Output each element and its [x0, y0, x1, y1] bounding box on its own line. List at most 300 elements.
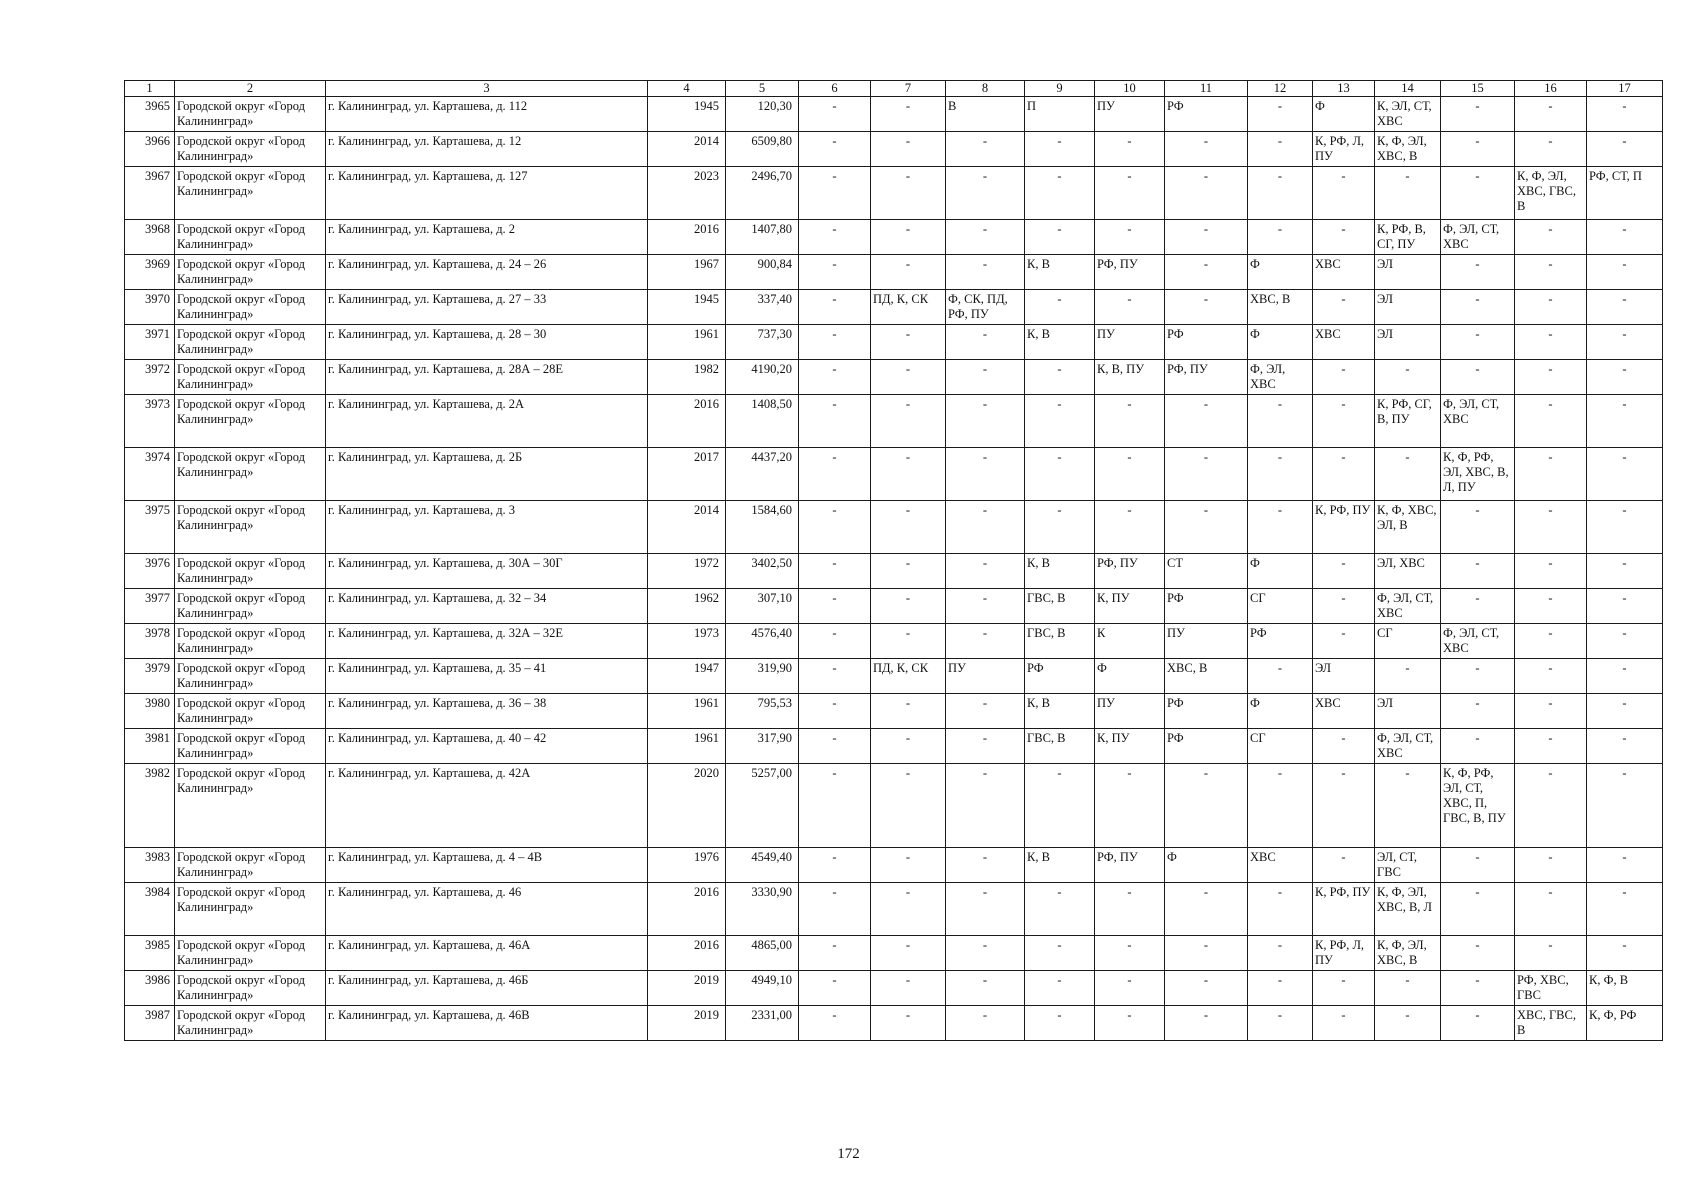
col-8-cell: -	[946, 220, 1025, 255]
col-16-cell: -	[1515, 848, 1587, 883]
table-row	[125, 132, 1663, 167]
col-15-cell: -	[1441, 132, 1515, 167]
address-cell: г. Калининград, ул. Карташева, д. 28А – 28Е	[326, 360, 648, 395]
col-15-cell: -	[1441, 694, 1515, 729]
col-9-cell: -	[1025, 936, 1095, 971]
col-11-cell: -	[1165, 220, 1248, 255]
col-12-cell: Ф, ЭЛ, ХВС	[1248, 360, 1313, 395]
row-number-cell: 3973	[125, 395, 175, 448]
col-13-cell: К, РФ, Л, ПУ	[1313, 936, 1375, 971]
col-14-cell: -	[1375, 448, 1441, 501]
address-cell: г. Калининград, ул. Карташева, д. 40 – 42	[326, 729, 648, 764]
year-cell: 1947	[648, 659, 726, 694]
area-cell: 307,10	[726, 589, 799, 624]
col-14-cell: -	[1375, 971, 1441, 1006]
area-cell: 1407,80	[726, 220, 799, 255]
col-6-cell: -	[799, 360, 871, 395]
table-row	[125, 848, 1663, 883]
col-11-cell: -	[1165, 883, 1248, 936]
col-11-cell: РФ	[1165, 589, 1248, 624]
col-7-cell: -	[871, 554, 946, 589]
year-cell: 1972	[648, 554, 726, 589]
col-15-cell: -	[1441, 501, 1515, 554]
col-13-cell: ХВС	[1313, 255, 1375, 290]
col-6-cell: -	[799, 694, 871, 729]
col-16-cell: -	[1515, 624, 1587, 659]
row-number-cell: 3971	[125, 325, 175, 360]
col-14-cell: Ф, ЭЛ, СТ, ХВС	[1375, 589, 1441, 624]
col-15-cell: -	[1441, 255, 1515, 290]
col-9-cell: -	[1025, 764, 1095, 848]
address-cell: г. Калининград, ул. Карташева, д. 30А – 30Г	[326, 554, 648, 589]
col-10-cell: -	[1095, 501, 1165, 554]
col-17-cell: -	[1587, 132, 1663, 167]
area-cell: 3330,90	[726, 883, 799, 936]
column-header: 5	[726, 81, 799, 97]
col-8-cell: -	[946, 694, 1025, 729]
year-cell: 2023	[648, 167, 726, 220]
col-16-cell: -	[1515, 589, 1587, 624]
col-7-cell: -	[871, 936, 946, 971]
page-number: 172	[837, 1146, 860, 1162]
col-6-cell: -	[799, 659, 871, 694]
col-9-cell: -	[1025, 220, 1095, 255]
col-16-cell: -	[1515, 360, 1587, 395]
col-8-cell: ПУ	[946, 659, 1025, 694]
year-cell: 2016	[648, 883, 726, 936]
column-header: 1	[125, 81, 175, 97]
col-10-cell: К, В, ПУ	[1095, 360, 1165, 395]
col-7-cell: -	[871, 589, 946, 624]
col-16-cell: -	[1515, 883, 1587, 936]
year-cell: 2019	[648, 1006, 726, 1041]
col-14-cell: ЭЛ	[1375, 290, 1441, 325]
col-16-cell: -	[1515, 501, 1587, 554]
col-14-cell: К, Ф, ХВС, ЭЛ, В	[1375, 501, 1441, 554]
municipality-cell: Городской округ «Город Калининград»	[175, 220, 326, 255]
col-13-cell: -	[1313, 360, 1375, 395]
col-8-cell: В	[946, 97, 1025, 132]
col-8-cell: -	[946, 554, 1025, 589]
municipality-cell: Городской округ «Город Калининград»	[175, 764, 326, 848]
column-number-row	[125, 81, 1663, 97]
address-cell: г. Калининград, ул. Карташева, д. 28 – 30	[326, 325, 648, 360]
area-cell: 737,30	[726, 325, 799, 360]
column-header: 4	[648, 81, 726, 97]
col-8-cell: -	[946, 255, 1025, 290]
row-number-cell: 3986	[125, 971, 175, 1006]
col-17-cell: -	[1587, 501, 1663, 554]
col-10-cell: -	[1095, 132, 1165, 167]
table-row	[125, 395, 1663, 448]
col-9-cell: ГВС, В	[1025, 589, 1095, 624]
col-11-cell: РФ	[1165, 97, 1248, 132]
address-cell: г. Калининград, ул. Карташева, д. 27 – 33	[326, 290, 648, 325]
area-cell: 120,30	[726, 97, 799, 132]
col-11-cell: -	[1165, 290, 1248, 325]
col-10-cell: -	[1095, 448, 1165, 501]
area-cell: 795,53	[726, 694, 799, 729]
col-9-cell: -	[1025, 971, 1095, 1006]
address-cell: г. Калининград, ул. Карташева, д. 112	[326, 97, 648, 132]
col-12-cell: Ф	[1248, 554, 1313, 589]
col-15-cell: К, Ф, РФ, ЭЛ, ХВС, В, Л, ПУ	[1441, 448, 1515, 501]
col-11-cell: -	[1165, 764, 1248, 848]
col-6-cell: -	[799, 624, 871, 659]
year-cell: 1962	[648, 589, 726, 624]
col-12-cell: ХВС	[1248, 848, 1313, 883]
table-row	[125, 448, 1663, 501]
col-13-cell: -	[1313, 290, 1375, 325]
row-number-cell: 3985	[125, 936, 175, 971]
year-cell: 2016	[648, 395, 726, 448]
municipality-cell: Городской округ «Город Калининград»	[175, 255, 326, 290]
col-14-cell: К, Ф, ЭЛ, ХВС, В	[1375, 132, 1441, 167]
col-7-cell: -	[871, 255, 946, 290]
col-10-cell: -	[1095, 764, 1165, 848]
address-cell: г. Калининград, ул. Карташева, д. 3	[326, 501, 648, 554]
col-11-cell: РФ	[1165, 325, 1248, 360]
row-number-cell: 3978	[125, 624, 175, 659]
address-cell: г. Калининград, ул. Карташева, д. 35 – 41	[326, 659, 648, 694]
municipality-cell: Городской округ «Город Калининград»	[175, 395, 326, 448]
col-14-cell: -	[1375, 659, 1441, 694]
col-11-cell: СТ	[1165, 554, 1248, 589]
col-16-cell: -	[1515, 729, 1587, 764]
col-6-cell: -	[799, 290, 871, 325]
col-13-cell: ХВС	[1313, 694, 1375, 729]
municipality-cell: Городской округ «Город Калининград»	[175, 167, 326, 220]
col-13-cell: ЭЛ	[1313, 659, 1375, 694]
col-10-cell: -	[1095, 395, 1165, 448]
col-12-cell: -	[1248, 936, 1313, 971]
col-7-cell: -	[871, 97, 946, 132]
col-16-cell: -	[1515, 554, 1587, 589]
col-15-cell: -	[1441, 729, 1515, 764]
col-14-cell: -	[1375, 167, 1441, 220]
col-8-cell: -	[946, 325, 1025, 360]
col-7-cell: -	[871, 624, 946, 659]
col-17-cell: -	[1587, 97, 1663, 132]
area-cell: 2331,00	[726, 1006, 799, 1041]
area-cell: 319,90	[726, 659, 799, 694]
year-cell: 1961	[648, 694, 726, 729]
col-6-cell: -	[799, 554, 871, 589]
municipality-cell: Городской округ «Город Калининград»	[175, 936, 326, 971]
col-7-cell: -	[871, 325, 946, 360]
col-13-cell: К, РФ, Л, ПУ	[1313, 132, 1375, 167]
year-cell: 2020	[648, 764, 726, 848]
col-7-cell: -	[871, 848, 946, 883]
col-12-cell: -	[1248, 97, 1313, 132]
table-row	[125, 624, 1663, 659]
col-17-cell: -	[1587, 883, 1663, 936]
address-cell: г. Калининград, ул. Карташева, д. 32 – 34	[326, 589, 648, 624]
col-9-cell: К, В	[1025, 255, 1095, 290]
col-12-cell: -	[1248, 1006, 1313, 1041]
col-17-cell: РФ, СТ, П	[1587, 167, 1663, 220]
row-number-cell: 3975	[125, 501, 175, 554]
col-13-cell: К, РФ, ПУ	[1313, 883, 1375, 936]
row-number-cell: 3982	[125, 764, 175, 848]
col-7-cell: -	[871, 220, 946, 255]
col-9-cell: ГВС, В	[1025, 624, 1095, 659]
col-15-cell: -	[1441, 360, 1515, 395]
address-cell: г. Калининград, ул. Карташева, д. 12	[326, 132, 648, 167]
col-6-cell: -	[799, 729, 871, 764]
area-cell: 4576,40	[726, 624, 799, 659]
col-6-cell: -	[799, 220, 871, 255]
municipality-cell: Городской округ «Город Калининград»	[175, 659, 326, 694]
address-cell: г. Калининград, ул. Карташева, д. 2А	[326, 395, 648, 448]
col-7-cell: -	[871, 883, 946, 936]
col-7-cell: -	[871, 448, 946, 501]
municipality-cell: Городской округ «Город Калининград»	[175, 325, 326, 360]
col-12-cell: -	[1248, 764, 1313, 848]
col-6-cell: -	[799, 848, 871, 883]
document-sheet	[124, 80, 1663, 1041]
municipality-cell: Городской округ «Город Калининград»	[175, 448, 326, 501]
address-cell: г. Калининград, ул. Карташева, д. 36 – 38	[326, 694, 648, 729]
col-14-cell: К, РФ, В, СГ, ПУ	[1375, 220, 1441, 255]
col-10-cell: -	[1095, 220, 1165, 255]
col-16-cell: -	[1515, 659, 1587, 694]
col-9-cell: -	[1025, 360, 1095, 395]
year-cell: 1967	[648, 255, 726, 290]
col-11-cell: -	[1165, 971, 1248, 1006]
col-17-cell: -	[1587, 764, 1663, 848]
row-number-cell: 3987	[125, 1006, 175, 1041]
table-row	[125, 729, 1663, 764]
col-15-cell: -	[1441, 589, 1515, 624]
table-body	[125, 97, 1663, 1041]
area-cell: 6509,80	[726, 132, 799, 167]
area-cell: 1584,60	[726, 501, 799, 554]
col-17-cell: -	[1587, 448, 1663, 501]
col-6-cell: -	[799, 395, 871, 448]
area-cell: 900,84	[726, 255, 799, 290]
col-14-cell: ЭЛ, ХВС	[1375, 554, 1441, 589]
col-10-cell: -	[1095, 883, 1165, 936]
col-12-cell: -	[1248, 132, 1313, 167]
col-6-cell: -	[799, 883, 871, 936]
col-10-cell: -	[1095, 290, 1165, 325]
col-7-cell: ПД, К, СК	[871, 659, 946, 694]
table-row	[125, 325, 1663, 360]
address-cell: г. Калининград, ул. Карташева, д. 24 – 26	[326, 255, 648, 290]
col-17-cell: -	[1587, 589, 1663, 624]
year-cell: 2016	[648, 220, 726, 255]
year-cell: 2016	[648, 936, 726, 971]
col-12-cell: РФ	[1248, 624, 1313, 659]
col-9-cell: -	[1025, 167, 1095, 220]
col-8-cell: -	[946, 764, 1025, 848]
row-number-cell: 3980	[125, 694, 175, 729]
address-cell: г. Калининград, ул. Карташева, д. 46	[326, 883, 648, 936]
col-17-cell: -	[1587, 624, 1663, 659]
municipality-cell: Городской округ «Город Калининград»	[175, 501, 326, 554]
col-12-cell: Ф	[1248, 694, 1313, 729]
col-12-cell: -	[1248, 883, 1313, 936]
col-11-cell: РФ, ПУ	[1165, 360, 1248, 395]
municipality-cell: Городской округ «Город Калининград»	[175, 360, 326, 395]
area-cell: 4549,40	[726, 848, 799, 883]
col-7-cell: -	[871, 971, 946, 1006]
col-8-cell: -	[946, 132, 1025, 167]
col-16-cell: -	[1515, 694, 1587, 729]
col-12-cell: -	[1248, 448, 1313, 501]
col-12-cell: СГ	[1248, 589, 1313, 624]
col-10-cell: -	[1095, 936, 1165, 971]
table-row	[125, 971, 1663, 1006]
col-14-cell: -	[1375, 360, 1441, 395]
col-13-cell: -	[1313, 589, 1375, 624]
col-16-cell: -	[1515, 395, 1587, 448]
col-6-cell: -	[799, 132, 871, 167]
col-15-cell: -	[1441, 936, 1515, 971]
municipality-cell: Городской округ «Город Калининград»	[175, 694, 326, 729]
col-16-cell: ХВС, ГВС, В	[1515, 1006, 1587, 1041]
col-8-cell: -	[946, 448, 1025, 501]
col-8-cell: -	[946, 971, 1025, 1006]
municipality-cell: Городской округ «Город Калининград»	[175, 97, 326, 132]
col-9-cell: К, В	[1025, 694, 1095, 729]
year-cell: 2014	[648, 132, 726, 167]
col-7-cell: -	[871, 694, 946, 729]
col-15-cell: -	[1441, 554, 1515, 589]
table-row	[125, 554, 1663, 589]
year-cell: 1945	[648, 97, 726, 132]
col-13-cell: Ф	[1313, 97, 1375, 132]
year-cell: 2017	[648, 448, 726, 501]
col-6-cell: -	[799, 255, 871, 290]
col-8-cell: -	[946, 395, 1025, 448]
col-6-cell: -	[799, 1006, 871, 1041]
col-8-cell: -	[946, 729, 1025, 764]
area-cell: 4949,10	[726, 971, 799, 1006]
col-14-cell: ЭЛ	[1375, 325, 1441, 360]
address-cell: г. Калининград, ул. Карташева, д. 127	[326, 167, 648, 220]
row-number-cell: 3972	[125, 360, 175, 395]
table-row	[125, 936, 1663, 971]
table-row	[125, 694, 1663, 729]
col-9-cell: ГВС, В	[1025, 729, 1095, 764]
address-cell: г. Калининград, ул. Карташева, д. 2Б	[326, 448, 648, 501]
row-number-cell: 3968	[125, 220, 175, 255]
area-cell: 4865,00	[726, 936, 799, 971]
col-16-cell: -	[1515, 290, 1587, 325]
col-12-cell: СГ	[1248, 729, 1313, 764]
area-cell: 3402,50	[726, 554, 799, 589]
col-9-cell: К, В	[1025, 325, 1095, 360]
col-15-cell: Ф, ЭЛ, СТ, ХВС	[1441, 220, 1515, 255]
address-cell: г. Калининград, ул. Карташева, д. 42А	[326, 764, 648, 848]
col-9-cell: -	[1025, 448, 1095, 501]
municipality-cell: Городской округ «Город Калининград»	[175, 290, 326, 325]
col-14-cell: ЭЛ	[1375, 694, 1441, 729]
table-row	[125, 589, 1663, 624]
col-6-cell: -	[799, 325, 871, 360]
row-number-cell: 3967	[125, 167, 175, 220]
col-9-cell: П	[1025, 97, 1095, 132]
area-cell: 5257,00	[726, 764, 799, 848]
col-9-cell: -	[1025, 132, 1095, 167]
col-9-cell: -	[1025, 883, 1095, 936]
municipality-cell: Городской округ «Город Калининград»	[175, 132, 326, 167]
col-11-cell: -	[1165, 395, 1248, 448]
col-17-cell: -	[1587, 290, 1663, 325]
col-17-cell: -	[1587, 325, 1663, 360]
col-15-cell: -	[1441, 848, 1515, 883]
col-10-cell: РФ, ПУ	[1095, 554, 1165, 589]
col-17-cell: -	[1587, 848, 1663, 883]
col-15-cell: -	[1441, 971, 1515, 1006]
col-14-cell: Ф, ЭЛ, СТ, ХВС	[1375, 729, 1441, 764]
col-17-cell: К, Ф, В	[1587, 971, 1663, 1006]
col-17-cell: -	[1587, 554, 1663, 589]
col-7-cell: -	[871, 1006, 946, 1041]
col-14-cell: ЭЛ	[1375, 255, 1441, 290]
col-9-cell: РФ	[1025, 659, 1095, 694]
col-11-cell: -	[1165, 255, 1248, 290]
col-7-cell: -	[871, 167, 946, 220]
col-15-cell: -	[1441, 167, 1515, 220]
col-13-cell: -	[1313, 971, 1375, 1006]
col-12-cell: -	[1248, 659, 1313, 694]
table-row	[125, 360, 1663, 395]
col-7-cell: -	[871, 729, 946, 764]
col-10-cell: -	[1095, 1006, 1165, 1041]
col-10-cell: ПУ	[1095, 97, 1165, 132]
row-number-cell: 3965	[125, 97, 175, 132]
address-cell: г. Калининград, ул. Карташева, д. 46А	[326, 936, 648, 971]
col-10-cell: ПУ	[1095, 325, 1165, 360]
col-16-cell: -	[1515, 220, 1587, 255]
address-cell: г. Калининград, ул. Карташева, д. 4 – 4В	[326, 848, 648, 883]
col-16-cell: -	[1515, 936, 1587, 971]
col-9-cell: К, В	[1025, 848, 1095, 883]
col-16-cell: -	[1515, 132, 1587, 167]
col-17-cell: -	[1587, 220, 1663, 255]
col-8-cell: -	[946, 167, 1025, 220]
col-17-cell: -	[1587, 936, 1663, 971]
table-row	[125, 167, 1663, 220]
table-row	[125, 1006, 1663, 1041]
col-8-cell: -	[946, 501, 1025, 554]
col-14-cell: -	[1375, 764, 1441, 848]
col-11-cell: -	[1165, 936, 1248, 971]
row-number-cell: 3966	[125, 132, 175, 167]
col-10-cell: ПУ	[1095, 694, 1165, 729]
table-row	[125, 290, 1663, 325]
col-10-cell: К, ПУ	[1095, 729, 1165, 764]
row-number-cell: 3969	[125, 255, 175, 290]
col-7-cell: -	[871, 764, 946, 848]
col-12-cell: -	[1248, 971, 1313, 1006]
col-13-cell: -	[1313, 848, 1375, 883]
table-row	[125, 220, 1663, 255]
col-14-cell: ЭЛ, СТ, ГВС	[1375, 848, 1441, 883]
table-row	[125, 255, 1663, 290]
col-12-cell: -	[1248, 220, 1313, 255]
municipality-cell: Городской округ «Город Калининград»	[175, 589, 326, 624]
col-14-cell: К, Ф, ЭЛ, ХВС, В, Л	[1375, 883, 1441, 936]
col-8-cell: -	[946, 624, 1025, 659]
col-6-cell: -	[799, 167, 871, 220]
col-8-cell: -	[946, 360, 1025, 395]
col-11-cell: -	[1165, 132, 1248, 167]
col-17-cell: К, Ф, РФ	[1587, 1006, 1663, 1041]
